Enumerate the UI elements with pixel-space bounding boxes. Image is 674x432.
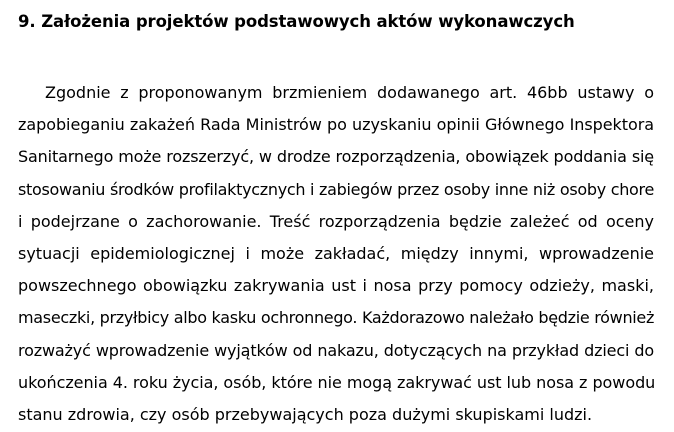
paragraph-line: powszechnego obowiązku zakrywania ust i nosa przy pomocy odzieży, maski, bbox=[18, 276, 654, 296]
body-paragraph bbox=[18, 77, 654, 431]
paragraph-line: maseczki, przyłbicy albo kasku ochronnego. Każdorazowo należało będzie również bbox=[18, 308, 655, 328]
paragraph-line: i podejrzane o zachorowanie. Treść rozporządzenia będzie zależeć od oceny bbox=[18, 211, 654, 231]
paragraph-line: Sanitarnego może rozszerzyć, w drodze rozporządzenia, obowiązek poddania się bbox=[18, 147, 654, 167]
paragraph-line: ukończenia 4. roku życia, osób, które nie mogą zakrywać ust lub nosa z powodu bbox=[18, 372, 656, 392]
section-heading: 9. Założenia projektów podstawowych aktów wykonawczych bbox=[18, 12, 575, 31]
paragraph-line: rozważyć wprowadzenie wyjątków od nakazu, dotyczących na przykład dzieci do bbox=[18, 340, 654, 360]
paragraph-line: stosowaniu środków profilaktycznych i zabiegów przez osoby inne niż osoby chore bbox=[18, 179, 654, 199]
paragraph-line: stanu zdrowia, czy osób przebywających poza dużymi skupiskami ludzi. bbox=[18, 404, 593, 424]
paragraph-line: Zgodnie z proponowanym brzmieniem dodawanego art. 46bb ustawy o bbox=[45, 83, 654, 102]
paragraph-line: sytuacji epidemiologicznej i może zakładać, między innymi, wprowadzenie bbox=[18, 243, 654, 263]
paragraph-line: zapobieganiu zakażeń Rada Ministrów po uzyskaniu opinii Głównego Inspektora bbox=[18, 115, 654, 135]
